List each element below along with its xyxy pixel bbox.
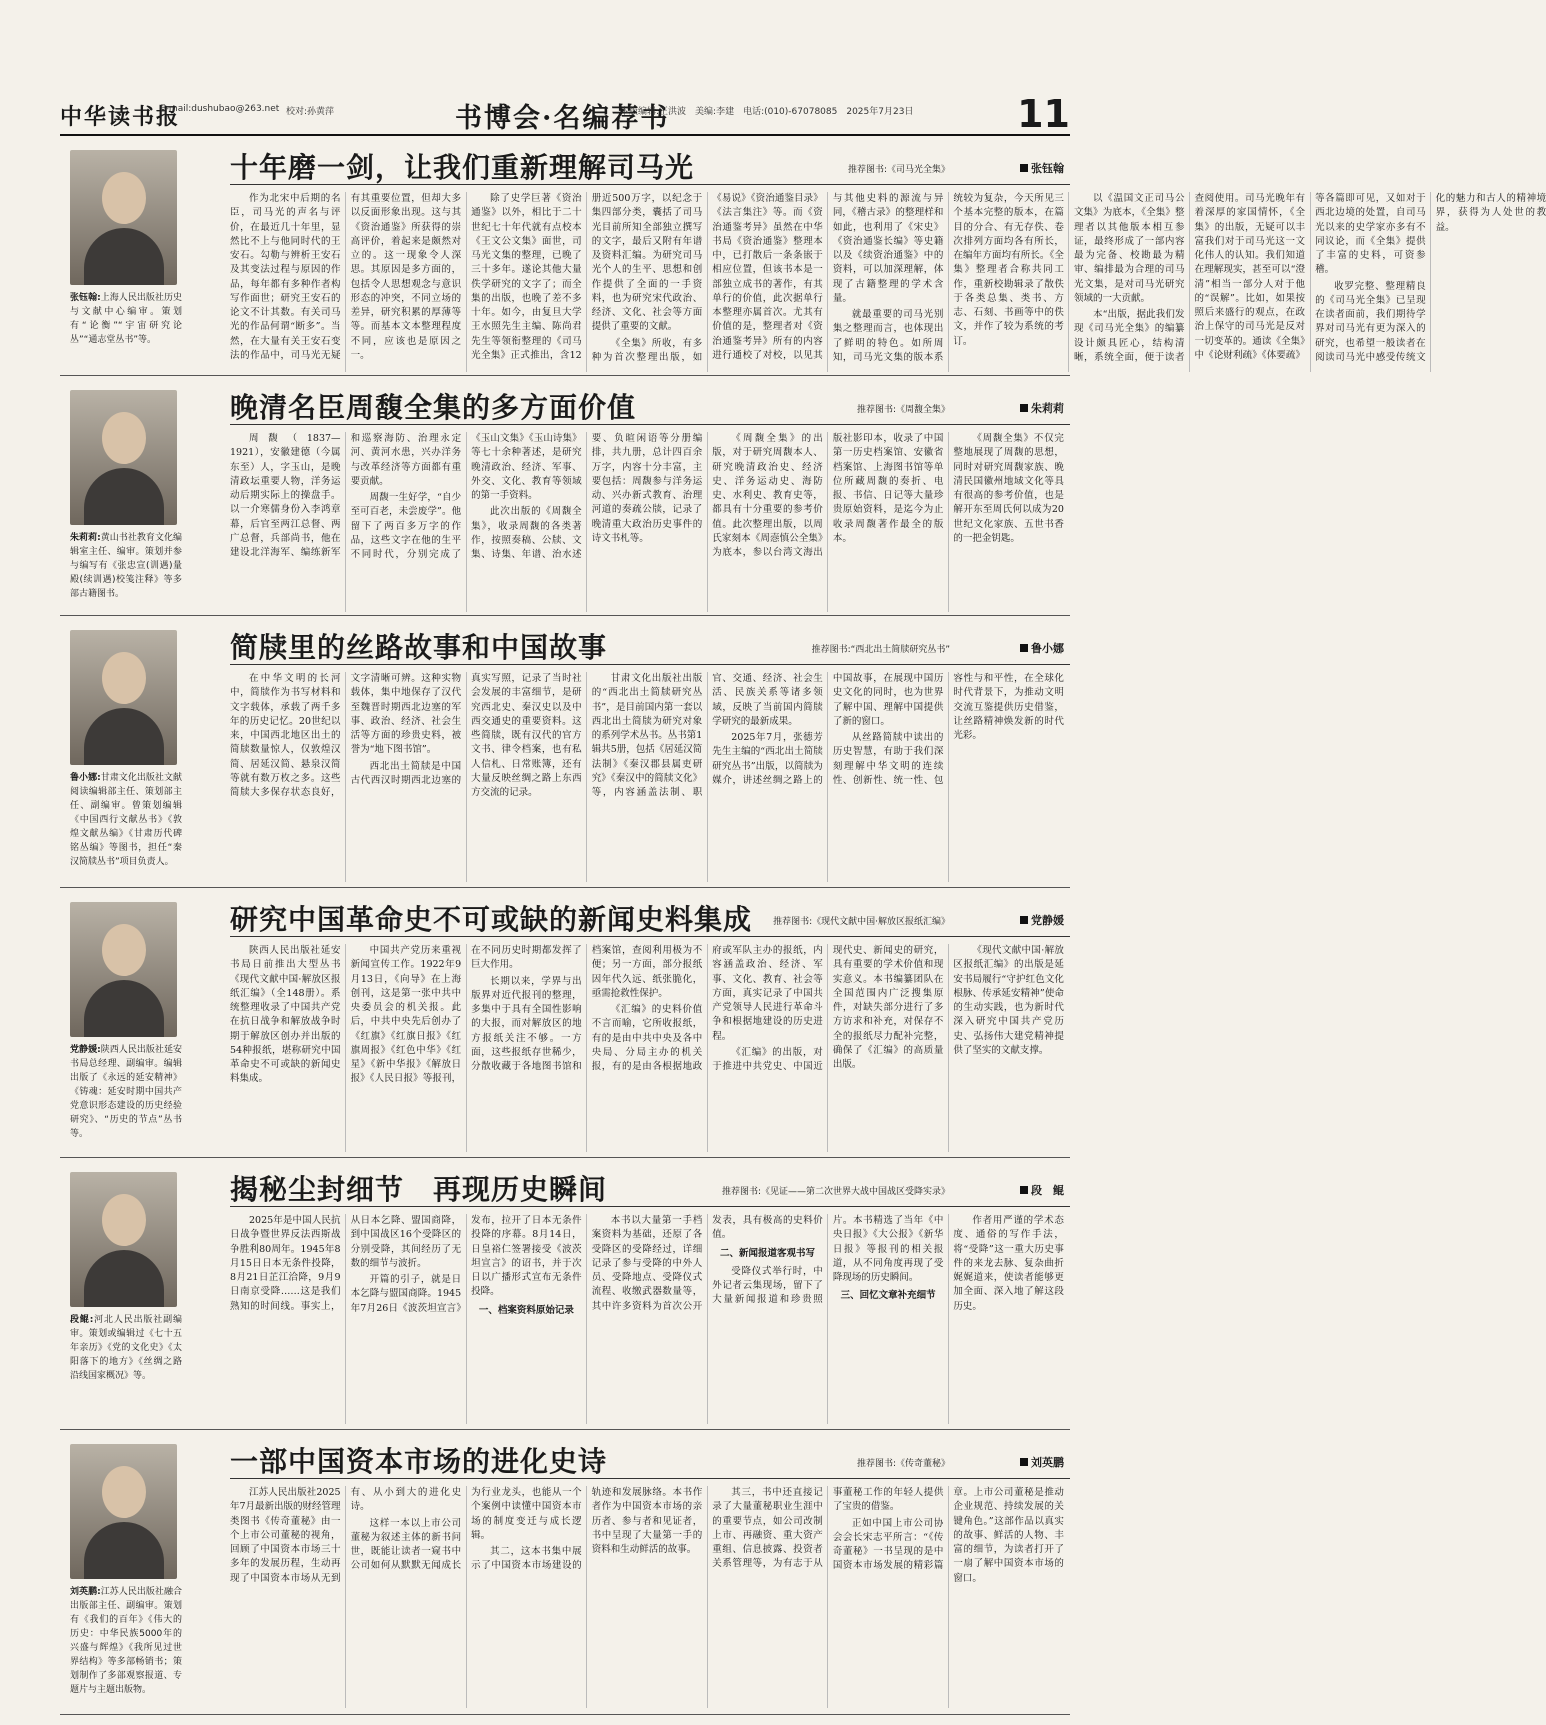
paper-name: 中华读书报 [60,104,181,130]
paragraph: 正如中国上市公司协会会长宋志平所言：“《传奇董秘》一书呈现的是中国资本市场发展的精彩篇章。上市公司董秘是推动企业规范、持续发展的关键角色。”这部作品以真实的故事、鲜活的人物、丰富的细节，为读者打开了一扇了解中国资本市场的窗口。 [832,1487,1064,1584]
author-bio: 朱莉莉:黄山书社教育文化编辑室主任、编审。策划并参与编写有《张忠宣(训遇)量殿(续训遇)校笺注释》等多部古籍图书。 [70,533,182,599]
paragraph: 从丝路简牍中读出的历史智慧，有助于我们深刻理解中华文明的连续性、创新性、统一性、包容性与和平性，在全球化时代背景下，为推动文明交流互鉴提供历史借鉴，让丝路精神焕发新的时代光彩。 [832,673,1064,786]
article-title: 十年磨一剑，让我们重新理解司马光 [230,151,695,184]
paragraph: 中国共产党历来重视新闻宣传工作。1922年9月13日，《向导》在上海创刊，这是第一张中共中央委员会的机关报。此后，中共中央先后创办了《红旗》《红旗日报》《红旗周报》《红色中华》《红星》《新中华报》《解放日报》《人民日报》等报刊，在不同历史时期都发挥了巨大作用。 [350,945,582,1085]
paragraph: 《汇编》的史料价值不言而喻，它所收报纸，有的是由中共中央及各中央局、分局主办的机关报，有的是由各根据地政府或军队主办的报纸，内容涵盖政治、经济、军事、文化、教育、社会等方面，真实记录了中国共产党领导人民进行革命斗争和根据地建设的历史进程。 [591,945,823,1072]
article-1 [60,140,1546,376]
paragraph: 受降仪式举行时，中外记者云集现场，留下了大量新闻报道和珍贵照片。本书精选了当年《中央日报》《大公报》《新华日报》等报刊的相关报道，从不同角度再现了受降现场的历史瞬间。 [712,1215,944,1306]
author-bio: 段鲲:河北人民出版社副编审。策划或编辑过《七十五年亲历》《党的文化史》《太阳落下的地方》《丝绸之路沿线国家概况》等。 [70,1315,182,1381]
masthead-rule [60,134,1070,136]
page-info: 本版编辑:王洪波 美编:李建 电话:(010)-67078085 2025年7月23日 [620,107,914,117]
section-heading: 三、回忆文章补充细节 [840,1290,936,1302]
paragraph: 开篇的引子，就是日本乞降与盟国商降。1945年7月26日《波茨坦宣言》发布，拉开了日本无条件投降的序幕。8月14日，日皇裕仁签署接受《波茨坦宣言》的诏书，并于次日以广播形式宣布无条件投降。 [350,1215,582,1314]
recommended-book: 推荐图书:《见证——第二次世界大战中国战区受降实录》 [721,1187,950,1197]
email: E-mail:dushubao@263.net [160,104,280,114]
author-photo [70,1444,177,1579]
article-title: 简牍里的丝路故事和中国故事 [230,631,608,664]
paragraph: 周馥一生好学，“自少至可百老，未尝废学”。他留下了两百多万字的作品，这些文字在他的生平不同时代，分别完成了《玉山文集》《玉山诗集》等七十余种著述，是研究晚清政治、经济、军事、外交、文化、教育等领域的第一手资料。 [350,433,582,560]
byline: 段 鲲 [1020,1182,1064,1198]
article-body [230,1214,1064,1424]
article-4 [60,892,1070,1158]
article-body [230,944,1064,1152]
paragraph: 以《温国文正司马公文集》为底本，《全集》整理者以其他版本相互参证，最终形成了一部内容最为完备、校勘最为精审、编排最为合理的司马光文集，是对司马光研究领域的一大贡献。 [1073,193,1185,304]
paragraph: 《周馥全集》的出版，对于研究周馥本人、研究晚清政治史、经济史、洋务运动史、海防史、水利史、教育史等，都具有十分重要的参考价值。此次整理出版，以周氏家刻本《周悫慎公全集》为底本，参以台湾文海出版社影印本，收录了中国第一历史档案馆、安徽省档案馆、上海图书馆等单位所藏周馥的奏折、电报、书信、日记等大量珍贵原始资料，是迄今为止收录周馥著作最全的版本。 [712,433,944,558]
paragraph: 本“出版，据此我们发现《司马光全集》的编纂设计颇具匠心，结构清晰，系统全面，便于读者查阅使用。司马光晚年有着深厚的家国情怀，《全集》的出版，无疑可以丰富我们对于司马光这一文化伟人的认知。我们知道在理解现实，甚至可以“澄清”相当一部分人对于他的“误解”。比如，如果按照后来盛行的观点，在政治上保守的司马光是反对一切变革的。通读《全集》中《论财利疏》《体要疏》等各篇即可见，又如对于西北边境的处置，自司马光以来的史学家亦多有不同议论，而《全集》提供了丰富的史料，可资参稽。 [1073,193,1426,363]
paragraph: 除了史学巨著《资治通鉴》以外，相比于二十世纪七十年代就有点校本《王文公文集》面世，司马光文集的整理，已晚了三十多年。遂论其他大量佚学研究的文字了；而全集的出版，也晚了差不多十年。如今，由复旦大学王水照先生主编、陈尚君先生等领衔整理的《司马光全集》正式推出，含12册近500万字，以纪念于集四部分类，囊括了司马光目前所知全部独立撰写的文字，最后又附有年谱及资料汇编。为研究司马光个人的生平、思想和创作提供了全面的一手资料，也为研究宋代政治、经济、文化、社会等方面提供了重要的文献。 [471,193,703,361]
byline: 张钰翰 [1020,160,1064,176]
author-bio: 鲁小娜:甘肃文化出版社文献阅读编辑部主任、策划部主任、副编审。曾策划编辑《中国西行文献丛书》《敦煌文献丛编》《甘肃历代碑铭丛编》等图书，担任“秦汉简牍丛书”项目负责人。 [70,773,182,867]
byline: 朱莉莉 [1020,400,1064,416]
recommended-book: 推荐图书:《现代文献中国·解放区报纸汇编》 [773,917,950,927]
section-heading: 二、新闻报道客观书写 [720,1247,816,1259]
paragraph: 甘肃文化出版社出版的“西北出土简牍研究丛书”，是目前国内第一套以西北出土简牍为研究对象的系列学术丛书。丛书第1辑共5册，包括《居延汉简法制》《秦汉郡县属吏研究》《秦汉中的简牍文化》等，内容涵盖法制、职官、交通、经济、社会生活、民族关系等诸多领域，反映了当前国内简牍学研究的最新成果。 [591,673,823,798]
paragraph: 西北出土简牍是中国古代西汉时期西北边塞的真实写照，记录了当时社会发展的丰富细节，是研究西北史、秦汉史以及中西交通史的重要资料。这些简牍，既有汉代的官方文书、律令档案，也有私人信札、日常账簿，还有大量反映丝绸之路上东西方交流的记录。 [350,673,582,798]
article-title: 一部中国资本市场的进化史诗 [230,1445,608,1478]
paragraph: 收罗完整、整理精良的《司马光全集》已呈现在读者面前，我们期待学界对司马光有更为深入的研究，也希望一般读者在阅读司马光中感受传统文化的魅力和古人的精神境界，获得为人处世的教益。 [1315,193,1546,363]
section-heading: 一、档案资料原始记录 [478,1304,574,1316]
article-body [230,432,1064,612]
author-photo [70,1172,177,1307]
paragraph: 作者用严谨的学术态度、通俗的写作手法，将“受降”这一重大历史事件的来龙去脉、复杂曲折娓娓道来，使读者能够更加全面、深入地了解这段历史。 [953,1215,1064,1312]
paragraph: 这样一本以上市公司董秘为叙述主体的新书问世，既能让读者一窥书中公司如何从默默无闻成长为行业龙头，也能从一个个案例中读懂中国资本市场的制度变迁与成长逻辑。 [350,1487,582,1572]
paragraph: 《汇编》的出版，对于推进中共党史、中国近现代史、新闻史的研究，具有重要的学术价值和现实意义。本书编纂团队在全国范围内广泛搜集原件，对缺失部分进行了多方访求和补充，对保存不全的报纸尽力配补完整，确保了《汇编》的高质量出版。 [712,945,944,1072]
paragraph: 《现代文献中国·解放区报纸汇编》的出版是延安书局履行“守护红色文化根脉、传承延安精神”使命的生动实践，也为新时代深入研究中国共产党历史、弘扬伟大建党精神提供了坚实的文献支撑。 [953,945,1064,1056]
author-bio: 刘英鹏:江苏人民出版社融合出版部主任、副编审。策划有《我们的百年》《伟大的历史：中华民族5000年的兴盛与辉煌》《我所见过世界结构》等多部畅销书；策划制作了多部观察报道、专题片与主题出版物。 [70,1587,182,1695]
paragraph: 陕西人民出版社延安书局日前推出大型丛书《现代文献中国·解放区报纸汇编》（全148册）。系统整理收录了中国共产党在抗日战争和解放战争时期于解放区创办并出版的54种报纸，堪称研究中国革命史不可或缺的新闻史料集成。 [230,945,341,1085]
proofreader: 校对:孙黄萍 [286,107,335,117]
recommended-book: 推荐图书:《周馥全集》 [856,405,950,415]
article-body [230,672,1064,882]
author-photo [70,630,177,765]
article-title: 研究中国革命史不可或缺的新闻史料集成 [230,903,753,936]
article-title: 晚清名臣周馥全集的多方面价值 [230,391,637,424]
recommended-book: 推荐图书:《传奇董秘》 [856,1459,950,1469]
author-bio: 张钰翰:上海人民出版社历史与文献中心编审。策划有“论衡”“宇宙研究论丛”“通志堂丛书”等。 [70,293,182,345]
paragraph: 长期以来，学界与出版界对近代报刊的整理，多集中于具有全国性影响的大报，而对解放区的地方报纸关注不够。一方面，这些报纸存世稀少，分散收藏于各地图书馆和档案馆，查阅利用极为不便；另一方面，部分报纸因年代久远、纸张脆化，亟需抢救性保护。 [471,945,703,1072]
article-body [230,192,1546,372]
article-5 [60,1162,1070,1430]
paragraph: 就最重要的司马光别集之整理而言，也体现出了鲜明的特色。如所周知，司马光文集的版本系统较为复杂，今天所见三个基本完整的版本，在篇目的分合、有无存佚、卷次排列方面均各有所长，在编年方面均有所长。《全集》整理者合称共同工作，重新校勘辑录了散佚于各类总集、类书、方志、石刻、书画等中的佚文，并作了较为系统的考订。 [832,193,1064,363]
article-body [230,1486,1064,1708]
masthead [60,92,1070,136]
paragraph: 《全集》所收，有多种为首次整理出版，如《易说》《资治通鉴目录》《法言集注》等。而《资治通鉴考异》虽然在中华书局《资治通鉴》整理本中，已打散后一条条嵌于相应位置，但该书本是一部独立成书的著作，有其单行的价值，此次据单行本整理亦属首次。尤其有价值的是，整理者对《资治通鉴考异》所有的内容进行通校了对校，以见其与其他史料的源流与异同，《稽古录》的整理样和如此，也利用了《宋史》《资治通鉴长编》等史籍以及《续资治通鉴》中的资料，可以加深理解，体现了古籍整理的学术含量。 [591,193,944,363]
paragraph: 2025年7月，张德芳先生主编的“西北出土简牍研究丛书”出版，以简牍为媒介，讲述丝绸之路上的中国故事，在展现中国历史文化的同时，也为世界了解中国、理解中国提供了新的窗口。 [712,673,944,786]
byline: 刘英鹏 [1020,1454,1064,1470]
paragraph: 此次出版的《周馥全集》，收录周馥的各类著作，按照奏稿、公牍、文集、诗集、年谱、治水述要、负暄闲语等分册编排，共九册，总计四百余万字，内容十分丰富，主要包括：周馥参与洋务运动、兴办新式教育、治理河道的奏疏公牍，记录了晚清重大政治历史事件的诗文书札等。 [471,433,703,560]
paragraph: 其三，书中还直接记录了大量董秘职业生涯中的重要节点，如公司改制上市、再融资、重大资产重组、信息披露、投资者关系管理等，为有志于从事董秘工作的年轻人提供了宝贵的借鉴。 [712,1487,944,1570]
paragraph: 2025年是中国人民抗日战争暨世界反法西斯战争胜利80周年。1945年8月15日日本无条件投降，8月21日芷江洽降，9月9日南京受降……这是我们熟知的时间线。事实上，从日本乞降、盟国商降，到中国战区16个受降区的分别受降，其间经历了无数的细节与波折。 [230,1215,462,1312]
paragraph: 作为北宋中后期的名臣，司马光的声名与评价，在最近几十年里，显然比不上与他同时代的王安石。勾勒与辨析王安石及其变法过程与原因的作品，每年都有多种作者构写作面世；研究王安石的论文不计其数。有关司马光的作品何谓“断多”。当然，在大量有关王安石变法的作品中，司马光无疑有其重要位置，但却大多以反面形象出现。这与其《资治通鉴》所获得的崇高评价，着起来是颇然对立的。这一现象令人深思。其原因是多方面的，包括令人思想观念与意识形态的冲突，不同立场的差异，研究积累的厚薄等等。而基本文本整理程度不同，应该也是原因之一。 [230,193,462,361]
author-bio: 党静媛:陕西人民出版社延安书局总经理、副编审。编辑出版了《永远的延安精神》《铸魂：延安时期中国共产党意识形态建设的历史经验研究》、“历史的节点”丛书等。 [70,1045,182,1139]
section-title: 书博会·名编荐书 [455,103,670,134]
paragraph: 本书以大量第一手档案资料为基础，还原了各受降区的受降经过，详细记录了参与受降的中外人员、受降地点、受降仪式流程、收缴武器数量等，其中许多资料为首次公开发表，具有极高的史料价值。 [591,1215,823,1312]
recommended-book: 推荐图书:《司马光全集》 [847,165,950,175]
article-3 [60,620,1070,888]
author-photo [70,390,177,525]
article-6 [60,1434,1070,1715]
article-2 [60,380,1070,616]
paragraph: 江苏人民出版社2025年7月最新出版的财经管理类图书《传奇董秘》由一个上市公司董秘的视角，回顾了中国资本市场三十多年的发展历程，生动再现了中国资本市场从无到有、从小到大的进化史诗。 [230,1487,462,1584]
paragraph: 其二，这本书集中展示了中国资本市场建设的轨迹和发展脉络。本书作者作为中国资本市场的亲历者、参与者和见证者，书中呈现了大量第一手的资料和生动鲜活的故事。 [471,1487,703,1572]
paragraph: 《周馥全集》不仅完整地展现了周馥的思想，同时对研究周馥家族、晚清民国徽州地域文化等具有很高的参考价值，也是解开东至周氏何以成为20世纪文化家族、五世书香的一把金钥匙。 [953,433,1064,544]
byline: 鲁小娜 [1020,640,1064,656]
paragraph: 在中华文明的长河中，简牍作为书写材料和文字载体，承载了两千多年的历史记忆。20世纪以来，中国西北地区出土的简牍数量惊人，仅敦煌汉简、居延汉简、悬泉汉简等就有数万枚之多。这些简牍大多保存状态良好，文字清晰可辨。这种实物载体，集中地保存了汉代至魏晋时期西北边塞的军事、政治、经济、社会生活等方面的珍贵史料，被誉为“地下图书馆”。 [230,673,462,798]
recommended-book: 推荐图书:“西北出土简牍研究丛书” [811,645,950,655]
paragraph: 周馥（1837—1921），安徽建德（今属东至）人，字玉山，是晚清政坛重要人物，洋务运动后期实际上的操盘手。以一介寒儒身份入李鸿章幕，后官至两江总督、两广总督，兵部尚书，他在建设北洋海军、编练新军和巡察海防、治理永定河、黄河水患，兴办洋务与改革经济等方面都有重要贡献。 [230,433,462,558]
author-photo [70,150,177,285]
byline: 党静媛 [1020,912,1064,928]
page-number: 11 [1017,92,1070,136]
article-title: 揭秘尘封细节 再现历史瞬间 [230,1173,608,1206]
author-photo [70,902,177,1037]
